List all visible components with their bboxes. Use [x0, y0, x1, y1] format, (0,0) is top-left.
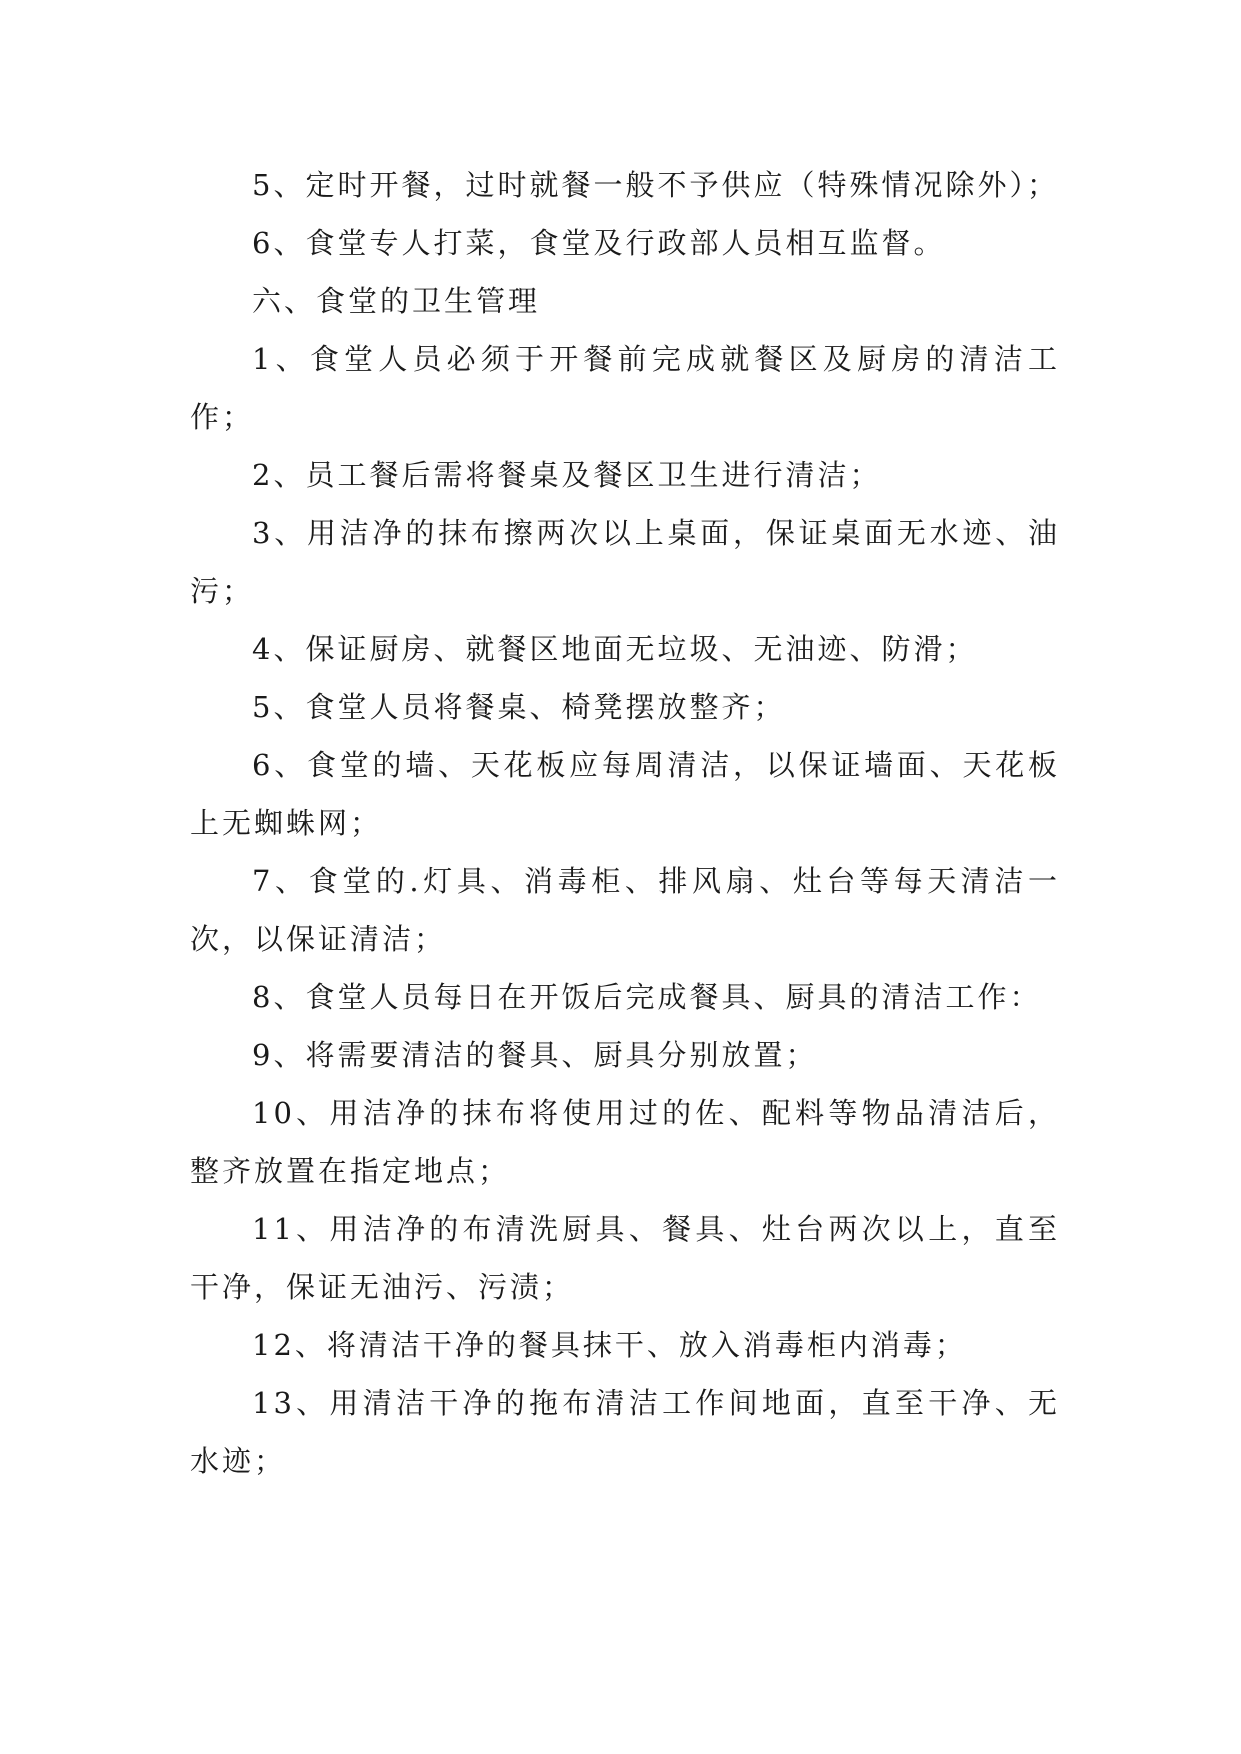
paragraph: 6、食堂的墙、天花板应每周清洁，以保证墙面、天花板上无蜘蛛网；	[190, 748, 1060, 840]
paragraph: 5、定时开餐，过时就餐一般不予供应（特殊情况除外）；	[252, 168, 1059, 202]
paragraph: 6、食堂专人打菜，食堂及行政部人员相互监督。	[252, 226, 946, 260]
paragraph: 13、用清洁干净的拖布清洁工作间地面，直至干净、无水迹；	[190, 1386, 1060, 1478]
document-page	[190, 156, 1060, 1490]
paragraph: 7、食堂的.灯具、消毒柜、排风扇、灶台等每天清洁一次，以保证清洁；	[190, 864, 1060, 956]
paragraph: 9、将需要清洁的餐具、厨具分别放置；	[252, 1038, 818, 1072]
paragraph: 1、食堂人员必须于开餐前完成就餐区及厨房的清洁工作；	[190, 342, 1060, 434]
paragraph: 8、食堂人员每日在开饭后完成餐具、厨具的清洁工作：	[252, 980, 1042, 1014]
paragraph: 11、用洁净的布清洗厨具、餐具、灶台两次以上，直至干净，保证无油污、污渍；	[190, 1212, 1060, 1304]
paragraph: 12、将清洁干净的餐具抹干、放入消毒柜内消毒；	[252, 1328, 967, 1362]
paragraph: 3、用洁净的抹布擦两次以上桌面，保证桌面无水迹、油污；	[190, 516, 1060, 608]
section-heading: 六、食堂的卫生管理	[252, 284, 541, 318]
paragraph: 2、员工餐后需将餐桌及餐区卫生进行清洁；	[252, 458, 882, 492]
paragraph: 10、用洁净的抹布将使用过的佐、配料等物品清洁后，整齐放置在指定地点；	[190, 1096, 1060, 1188]
paragraph: 5、食堂人员将餐桌、椅凳摆放整齐；	[252, 690, 786, 724]
paragraph: 4、保证厨房、就餐区地面无垃圾、无油迹、防滑；	[252, 632, 978, 666]
